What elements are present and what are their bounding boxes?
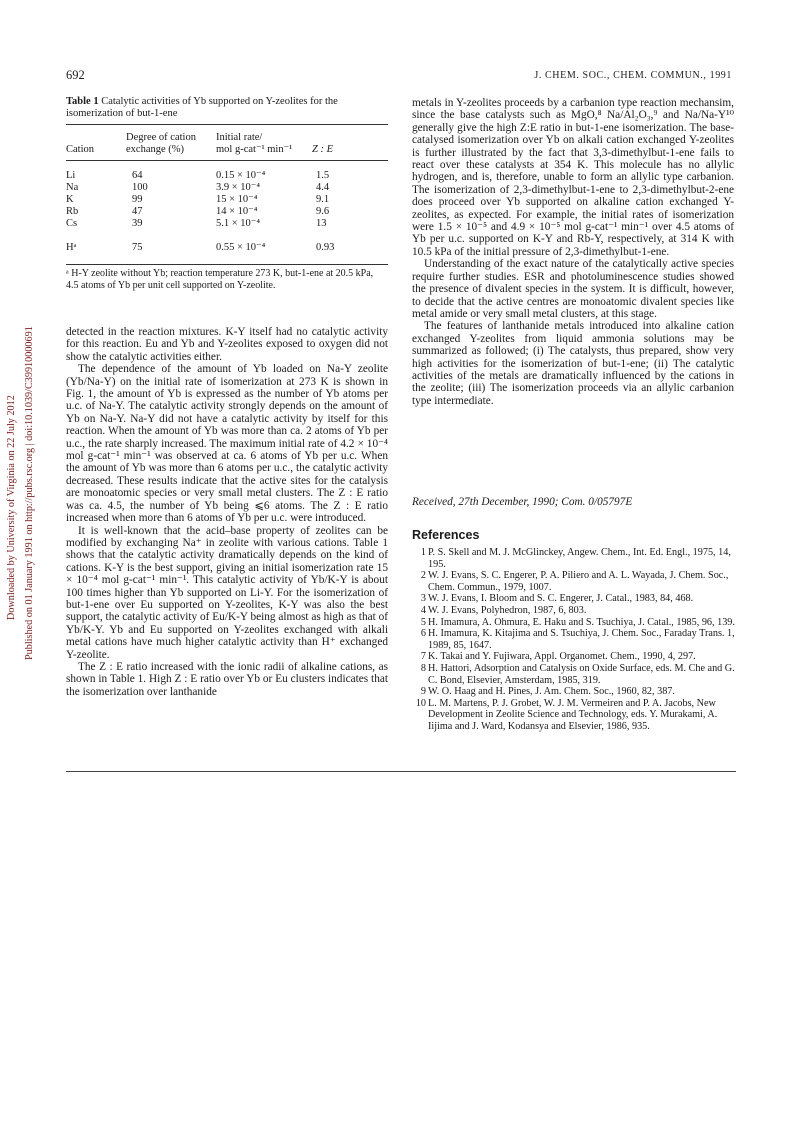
- right-column: [412, 97, 734, 407]
- reference-item: [412, 628, 736, 651]
- reference-number: 5: [420, 616, 426, 628]
- bottom-rule: [66, 771, 736, 772]
- journal-header: J. CHEM. SOC., CHEM. COMMUN., 1991: [534, 70, 732, 81]
- col-header-rate-1: Initial rate/: [216, 132, 263, 143]
- paragraph: detected in the reaction mixtures. K-Y itself had no catalytic activity for this reaction. Eu and Yb and Y-zeolites exposed to oxygen did not show the catalytic activities either.: [66, 326, 388, 363]
- reference-item: [412, 651, 736, 663]
- paragraph: It is well-known that the acid–base property of zeolites can be modified by exchanging Na⁺ in zeolite with various cations. Table 1 shows that the catalytic activity dramatically depends on the kind of cations. K-Y is the best support, giving an initial isomerization rate 15 × 10⁻⁴ mol g-cat⁻¹ min⁻¹. This catalytic activity of Yb/K-Y is about 100 times higher than Yb supported on Li-Y. For the isomerization of but-1-ene over Eu supported on Y-zeolites, K-Y was also the best support, the catalytic activity of Eu/K-Y being almost as high as that of Yb/K-Y. Yb and Eu supported on Y-zeolites exchanged with alkali metal cations have much higher catalytic activity than H⁺ exchanged Y-zeolite.: [66, 524, 388, 661]
- paragraph: The dependence of the amount of Yb loaded on Na-Y zeolite (Yb/Na-Y) on the initial rate of isomerization at 273 K is shown in Fig. 1, the amount of Yb is expressed as the number of Yb atoms per u.c. of Na-Y. The catalytic activity strongly depends on the amount of Yb on Na-Y. Na-Y did not have a catalytic activity by itself for this reaction. When the amount of Yb was more than ca. 2 atoms of Yb per u.c., the rate sharply increased. The maximum initial rate of 4.2 × 10⁻⁴ mol g-cat⁻¹ min⁻¹ was observed at ca. 6 atoms of Yb per u.c. When the amount of Yb was more than 6 atoms per u.c., the catalytic activity decreased. These results indicate that the active sites for the catalysis are monoatomic species or very small metal clusters. The Z : E ratio was ca. 4.5, the number of Yb being ⩽6 atoms. The Z : E ratio increased when more than 6 atoms of Yb per u.c. were introduced.: [66, 363, 388, 525]
- reference-text: P. S. Skell and M. J. McGlinckey, Angew. Chem., Int. Ed. Engl., 1975, 14, 195.: [428, 547, 731, 570]
- table-cell-rate: 14 × 10⁻⁴: [216, 206, 258, 217]
- reference-item: [412, 593, 736, 605]
- reference-item: [412, 698, 736, 733]
- reference-number: 10: [415, 697, 426, 709]
- received-note: Received, 27th December, 1990; Com. 0/05797E: [412, 496, 633, 508]
- table-cell-degree: 47: [132, 206, 143, 217]
- paragraph: The features of lanthanide metals introduced into alkaline cation exchanged Y-zeolites from liquid ammonia solutions may be summarized as followed; (i) The catalysts, thus prepared, show very high activities for the isomerization of but-1-ene; (ii) The catalytic activities of the metals are dramatically influenced by the cations in the zeolite; (iii) The isomerization proceeds via an allylic carbanion type intermediate.: [412, 320, 734, 407]
- reference-item: [412, 605, 736, 617]
- table-cell-degree: 39: [132, 218, 143, 229]
- table-cell-cation: Na: [66, 182, 79, 193]
- reference-item: [412, 570, 736, 593]
- reference-item: [412, 663, 736, 686]
- reference-text: H. Hattori, Adsorption and Catalysis on Oxide Surface, eds. M. Che and G. C. Bond, Elsevier, Amsterdam, 1985, 319.: [428, 662, 735, 686]
- reference-text: L. M. Martens, P. J. Grobet, W. J. M. Vermeiren and P. A. Jacobs, New Development in Zeolite Science and Technology, eds. Y. Murakami, A. Iijima and J. Ward, Kodansya and Elsevier, 1986, 935.: [428, 697, 718, 732]
- download-stamp: [0, 300, 40, 660]
- table-cell-degree: 64: [132, 170, 143, 181]
- reference-text: K. Takai and Y. Fujiwara, Appl. Organomet. Chem., 1990, 4, 297.: [428, 651, 696, 663]
- table-cell-ze: 0.93: [316, 242, 335, 253]
- reference-text: W. J. Evans, S. C. Engerer, P. A. Piliero and A. L. Wayada, J. Chem. Soc., Chem. Commun., 1979, 1007.: [428, 570, 729, 593]
- reference-number: 1: [420, 547, 426, 558]
- col-header-rate-2: mol g-cat⁻¹ min⁻¹: [216, 144, 293, 155]
- reference-text: H. Imamura, A. Ohmura, E. Haku and S. Tsuchiya, J. Catal., 1985, 96, 139.: [428, 616, 735, 628]
- reference-text: W. O. Haag and H. Pines, J. Am. Chem. Soc., 1960, 82, 387.: [428, 686, 675, 698]
- references-list: [412, 547, 736, 733]
- table-cell-cation: Rb: [66, 206, 79, 217]
- table-cell-ze: 9.1: [316, 194, 330, 205]
- table-cell-ze: 9.6: [316, 206, 330, 217]
- table-header-rule: [66, 160, 388, 161]
- reference-text: W. J. Evans, I. Bloom and S. C. Engerer, J. Catal., 1983, 84, 468.: [428, 593, 694, 605]
- reference-item: [412, 547, 736, 570]
- table-cell-ze: 1.5: [316, 170, 330, 181]
- table-cell-rate: 0.55 × 10⁻⁴: [216, 242, 266, 253]
- table-cell-ze: 13: [316, 218, 327, 229]
- references-heading: References: [412, 528, 480, 542]
- reference-item: [412, 686, 736, 698]
- table-caption: [66, 96, 388, 120]
- download-stamp-line1: Downloaded by University of Virginia on 22 July 2012: [6, 395, 17, 620]
- reference-number: 7: [420, 651, 426, 663]
- col-header-degree-1: Degree of cation: [126, 132, 196, 143]
- reference-number: 9: [420, 686, 426, 698]
- reference-number: 2: [420, 570, 426, 582]
- reference-number: 3: [420, 593, 426, 605]
- reference-number: 4: [420, 604, 426, 616]
- col-header-ze: Z : E: [312, 144, 333, 155]
- reference-number: 8: [420, 662, 426, 674]
- table-footnote: ᵃ H-Y zeolite without Yb; reaction temperature 273 K, but-1-ene at 20.5 kPa, 4.5 atoms of Yb per unit cell supported on Y-zeolite.: [66, 268, 374, 291]
- left-column: [66, 326, 388, 698]
- table-cell-cation: Li: [66, 170, 76, 181]
- table-cell-rate: 3.9 × 10⁻⁴: [216, 182, 260, 193]
- table-cell-rate: 0.15 × 10⁻⁴: [216, 170, 266, 181]
- reference-text: H. Imamura, K. Kitajima and S. Tsuchiya, J. Chem. Soc., Faraday Trans. 1, 1989, 85, 1647.: [428, 628, 735, 651]
- download-stamp-line2: Published on 01 January 1991 on http://pubs.rsc.org | doi:10.1039/C39910000691: [24, 326, 35, 660]
- table-cell-ze: 4.4: [316, 182, 330, 193]
- table-cell-rate: 15 × 10⁻⁴: [216, 194, 258, 205]
- table-title-text: Catalytic activities of Yb supported on Y-zeolites for the isomerization of but-1-ene: [66, 96, 338, 119]
- table-bottom-rule: [66, 264, 388, 265]
- page-number: 692: [66, 68, 85, 82]
- reference-item: [412, 617, 736, 629]
- col-header-cation: Cation: [66, 144, 94, 155]
- table-top-rule: [66, 124, 388, 125]
- table-cell-rate: 5.1 × 10⁻⁴: [216, 218, 260, 229]
- paragraph: metals in Y-zeolites proceeds by a carbanion type reaction mechansim, since the base catalysts such as MgO,⁸ Na/Al₂O₃,⁹ and Na/Na-Y¹⁰ generally give the high Z:E ratio in but-1-ene isomerization. The base-catalysed isomerization over Yb on alkali cation exchanged Y-zeolites is further illustrated by the fact that 3,3-dimethylbut-1-ene fails to react over these catalysts at 354 K. This molecule has no allylic hydrogen, and is, therefore, unable to form an allylic type carbanion. The isomerization of 2,3-dimethylbut-1-ene to 2,3-dimethylbut-2-ene does proceed over Yb supported on alkaline cation exchanged Y-zeolites, as expected. For example, the initial rates of isomerization were 1.5 × 10⁻⁵ and 4.9 × 10⁻⁵ mol g-cat⁻¹ min⁻¹ over 4.5 atoms of Yb per u.c. supported on K-Y and Rb-Y, respectively, at 314 K with 10.5 kPa of the initial pressure of 2,3-dimethylbut-1-ene.: [412, 97, 734, 258]
- reference-number: 6: [420, 628, 426, 640]
- table-cell-cation: K: [66, 194, 74, 205]
- table-cell-cation: Hᵃ: [66, 242, 77, 253]
- paragraph: Understanding of the exact nature of the catalytically active species require further studies. ESR and photoluminescence studies showed the presence of divalent species in the system. It is difficult, however, to decide that the active centres are monoatomic divalent species like metal amide or very small metal clusters, at this stage.: [412, 258, 734, 320]
- reference-text: W. J. Evans, Polyhedron, 1987, 6, 803.: [428, 604, 587, 616]
- col-header-degree-2: exchange (%): [126, 144, 185, 155]
- table-cell-degree: 75: [132, 242, 143, 253]
- table-cell-cation: Cs: [66, 218, 78, 229]
- table-cell-degree: 99: [132, 194, 143, 205]
- table-label: Table 1: [66, 96, 99, 107]
- paragraph: The Z : E ratio increased with the ionic radii of alkaline cations, as shown in Table 1. High Z : E ratio over Yb or Eu clusters indicates that the isomerization over lanthanide: [66, 660, 388, 698]
- table-cell-degree: 100: [132, 182, 148, 193]
